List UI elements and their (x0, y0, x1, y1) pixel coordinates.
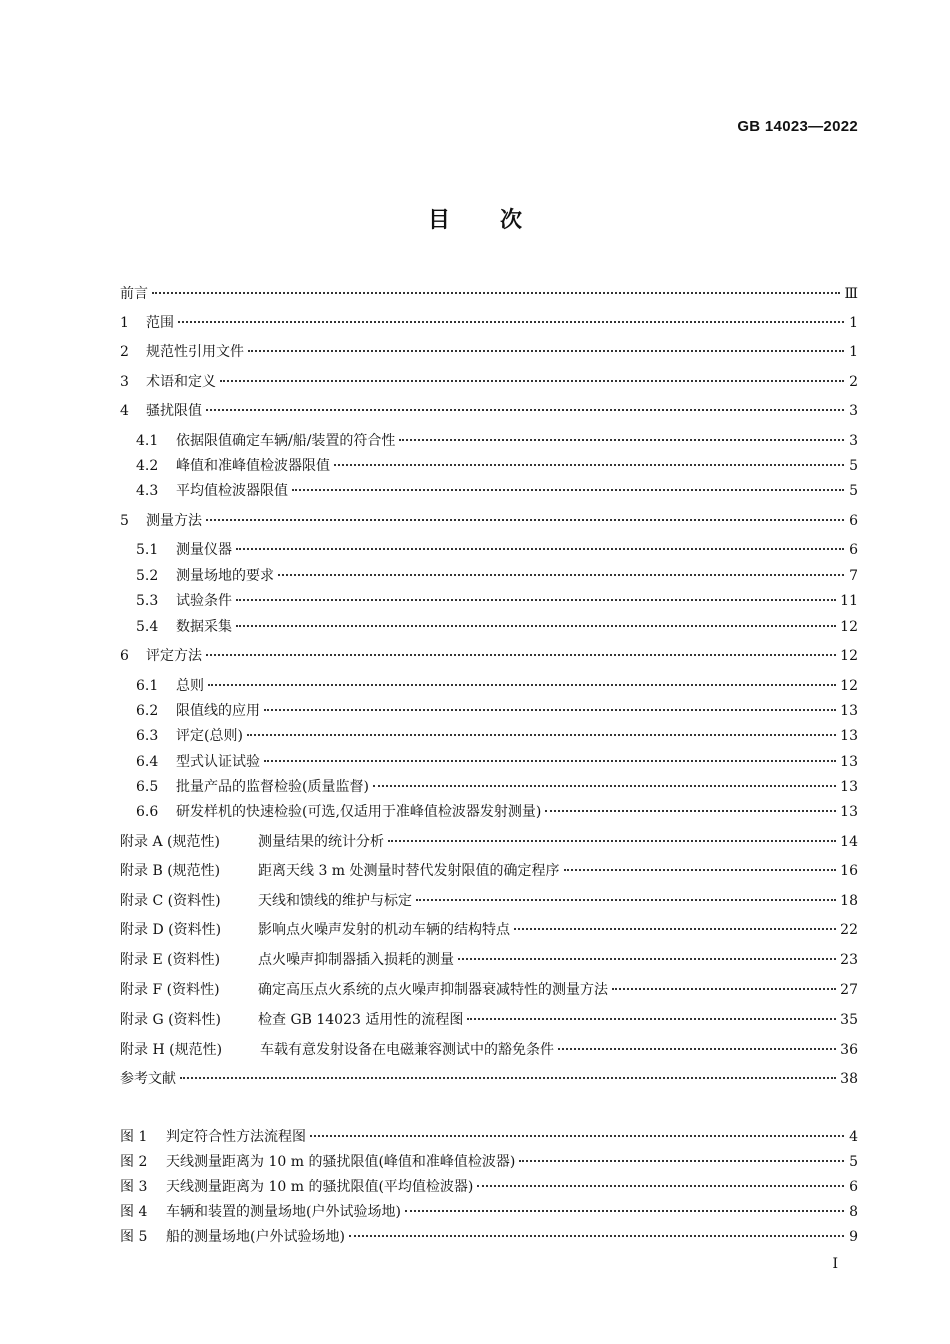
toc-entry-label: 测量结果的统计分析 (258, 834, 384, 850)
toc-subentry[interactable] (136, 727, 858, 745)
toc-appendix-entry[interactable] (120, 892, 858, 910)
toc-entry-page: 2 (849, 374, 858, 390)
toc-entry-page: Ⅲ (844, 286, 858, 302)
toc-entry-page: 5 (849, 483, 858, 499)
toc-subentry[interactable] (136, 457, 858, 475)
toc-entry-number: 5 (120, 513, 129, 529)
toc-entry-number: 4.3 (136, 483, 159, 499)
dot-leader (264, 707, 836, 711)
toc-entry-number: 6.2 (136, 703, 159, 719)
toc-entry-label: 骚扰限值 (146, 403, 202, 419)
toc-entry-number: 6.5 (136, 779, 159, 795)
toc-entry-page: 3 (849, 433, 858, 449)
dot-leader (399, 437, 844, 441)
dot-leader (206, 652, 836, 656)
toc-entry-label: 峰值和准峰值检波器限值 (176, 458, 330, 474)
toc-entry-page: 13 (840, 754, 858, 770)
toc-entry-page: 6 (849, 513, 858, 529)
toc-entry-page: 14 (840, 834, 858, 850)
toc-entry-page: 13 (840, 779, 858, 795)
dot-leader (612, 986, 836, 990)
toc-entry[interactable] (120, 314, 858, 332)
toc-entry-number: 5.2 (136, 568, 159, 584)
toc-entry-page: 1 (849, 344, 858, 360)
toc-subentry[interactable] (136, 677, 858, 695)
toc-subentry[interactable] (136, 432, 858, 450)
toc-figure-entry[interactable] (120, 1128, 858, 1146)
dot-leader (388, 838, 836, 842)
toc-entry-label: 范围 (146, 315, 174, 331)
toc-entry-page: 16 (840, 863, 858, 879)
toc-entry-label: 参考文献 (120, 1071, 176, 1087)
toc-entry-number: 3 (120, 374, 129, 390)
dot-leader (206, 517, 844, 521)
toc-subentry[interactable] (136, 803, 858, 821)
toc-entry-page: 11 (840, 593, 858, 609)
dot-leader (545, 808, 836, 812)
toc-entry-foreword[interactable] (120, 285, 858, 303)
toc-figure-entry[interactable] (120, 1203, 858, 1221)
toc-entry-number: 5.4 (136, 619, 159, 635)
toc-entry-number: 附录 F (资料性) (120, 982, 220, 998)
dot-leader (220, 378, 844, 382)
toc-entry-label: 评定(总则) (176, 728, 243, 744)
toc-entry-label: 术语和定义 (146, 374, 216, 390)
toc-figure-entry[interactable] (120, 1228, 858, 1246)
dot-leader (514, 926, 836, 930)
toc-entry-number: 附录 C (资料性) (120, 893, 221, 909)
toc-entry-number: 6.6 (136, 804, 159, 820)
toc-entry-number: 4 (120, 403, 129, 419)
dot-leader (349, 1233, 844, 1237)
toc-entry-page: 35 (840, 1012, 858, 1028)
toc-subentry[interactable] (136, 618, 858, 636)
dot-leader (206, 407, 844, 411)
toc-subentry[interactable] (136, 567, 858, 585)
toc-entry[interactable] (120, 512, 858, 530)
dot-leader (247, 732, 836, 736)
figure-page: 8 (849, 1204, 858, 1220)
toc-entry-label: 依据限值确定车辆/船/装置的符合性 (176, 433, 396, 449)
dot-leader (264, 758, 836, 762)
dot-leader (310, 1133, 844, 1137)
toc-entry-number: 1 (120, 315, 129, 331)
toc-entry-label: 检查 GB 14023 适用性的流程图 (258, 1012, 464, 1028)
toc-entry-number: 附录 B (规范性) (120, 863, 221, 879)
toc-entry-label: 试验条件 (176, 593, 232, 609)
toc-appendix-entry[interactable] (120, 862, 858, 880)
toc-entry[interactable] (120, 647, 858, 665)
toc-figure-entry[interactable] (120, 1153, 858, 1171)
figure-label: 判定符合性方法流程图 (166, 1129, 306, 1145)
toc-entry-page: 23 (840, 952, 858, 968)
standard-code: GB 14023—2022 (737, 118, 858, 135)
toc-entry-label: 评定方法 (146, 648, 202, 664)
toc-appendix-entry[interactable] (120, 921, 858, 939)
toc-entry-number: 附录 G (资料性) (120, 1012, 222, 1028)
dot-leader (416, 897, 836, 901)
dot-leader (334, 462, 844, 466)
toc-appendix-entry[interactable] (120, 951, 858, 969)
toc-appendix-entry[interactable] (120, 833, 858, 851)
dot-leader (152, 290, 840, 294)
toc-entry-number: 附录 H (规范性) (120, 1042, 223, 1058)
figure-number: 图 3 (120, 1179, 148, 1195)
toc-appendix-entry[interactable] (120, 981, 858, 999)
toc-entry-label: 车载有意发射设备在电磁兼容测试中的豁免条件 (260, 1042, 554, 1058)
toc-entry-page: 6 (849, 542, 858, 558)
toc-entry-label: 测量仪器 (176, 542, 232, 558)
toc-entry-number: 4.1 (136, 433, 159, 449)
dot-leader (278, 572, 844, 576)
figure-label: 船的测量场地(户外试验场地) (166, 1229, 345, 1245)
toc-entry-number: 附录 E (资料性) (120, 952, 221, 968)
toc-entry-label: 总则 (176, 678, 204, 694)
figure-number: 图 2 (120, 1154, 148, 1170)
toc-entry-number: 5.1 (136, 542, 159, 558)
dot-leader (236, 597, 836, 601)
page-title: 目次 (427, 208, 572, 233)
toc-entry-references[interactable] (120, 1070, 858, 1088)
figure-page: 6 (849, 1179, 858, 1195)
toc-entry-label: 测量场地的要求 (176, 568, 274, 584)
toc-entry-page: 13 (840, 703, 858, 719)
toc-subentry[interactable] (136, 592, 858, 610)
toc-entry-number: 6.3 (136, 728, 159, 744)
toc-entry-page: 1 (849, 315, 858, 331)
toc-entry-page: 3 (849, 403, 858, 419)
toc-entry[interactable] (120, 373, 858, 391)
toc-entry-page: 18 (840, 893, 858, 909)
toc-entry-label: 测量方法 (146, 513, 202, 529)
toc-entry-page: 12 (840, 648, 858, 664)
figure-label: 天线测量距离为 10 m 的骚扰限值(峰值和准峰值检波器) (166, 1154, 516, 1170)
toc-entry-number: 附录 D (资料性) (120, 922, 222, 938)
toc-subentry[interactable] (136, 702, 858, 720)
toc-entry-label: 平均值检波器限值 (176, 483, 288, 499)
toc-entry-label: 点火噪声抑制器插入损耗的测量 (258, 952, 454, 968)
toc-entry-label: 数据采集 (176, 619, 232, 635)
figure-label: 天线测量距离为 10 m 的骚扰限值(平均值检波器) (166, 1179, 474, 1195)
dot-leader (236, 546, 844, 550)
toc-entry-page: 36 (840, 1042, 858, 1058)
toc-subentry[interactable] (136, 541, 858, 559)
toc-entry-number: 附录 A (规范性) (120, 834, 220, 850)
toc-entry-page: 38 (840, 1071, 858, 1087)
toc-entry-page: 22 (840, 922, 858, 938)
dot-leader (519, 1158, 844, 1162)
dot-leader (458, 956, 836, 960)
dot-leader (558, 1046, 836, 1050)
dot-leader (405, 1208, 844, 1212)
toc-entry-page: 13 (840, 728, 858, 744)
page-number: I (832, 1256, 838, 1272)
toc-entry-label: 批量产品的监督检验(质量监督) (176, 779, 369, 795)
toc-entry-label: 限值线的应用 (176, 703, 260, 719)
toc-entry-number: 4.2 (136, 458, 159, 474)
toc-entry-label: 前言 (120, 286, 148, 302)
dot-leader (477, 1183, 844, 1187)
toc-entry-page: 7 (849, 568, 858, 584)
figure-label: 车辆和装置的测量场地(户外试验场地) (166, 1204, 401, 1220)
toc-entry-number: 6.4 (136, 754, 159, 770)
dot-leader (373, 783, 836, 787)
toc-entry-number: 2 (120, 344, 129, 360)
figure-number: 图 4 (120, 1204, 148, 1220)
dot-leader (292, 487, 844, 491)
toc-entry-label: 影响点火噪声发射的机动车辆的结构特点 (258, 922, 510, 938)
toc-entry-label: 确定高压点火系统的点火噪声抑制器衰减特性的测量方法 (258, 982, 608, 998)
figure-number: 图 5 (120, 1229, 148, 1245)
toc-entry-label: 距离天线 3 m 处测量时替代发射限值的确定程序 (258, 863, 560, 879)
dot-leader (467, 1016, 836, 1020)
toc-appendix-entry[interactable] (120, 1011, 858, 1029)
toc-entry-page: 12 (840, 619, 858, 635)
toc-subentry[interactable] (136, 778, 858, 796)
toc-entry[interactable] (120, 343, 858, 361)
toc-entry-label: 型式认证试验 (176, 754, 260, 770)
toc-entry-page: 27 (840, 982, 858, 998)
toc-entry-page: 12 (840, 678, 858, 694)
toc-entry-number: 6.1 (136, 678, 159, 694)
figure-page: 9 (849, 1229, 858, 1245)
toc-entry-label: 天线和馈线的维护与标定 (258, 893, 412, 909)
dot-leader (564, 867, 837, 871)
toc-entry-page: 13 (840, 804, 858, 820)
toc-entry-label: 规范性引用文件 (146, 344, 244, 360)
toc-entry-page: 5 (849, 458, 858, 474)
toc-entry-number: 5.3 (136, 593, 159, 609)
dot-leader (208, 682, 836, 686)
figure-number: 图 1 (120, 1129, 148, 1145)
dot-leader (178, 319, 844, 323)
figure-page: 5 (849, 1154, 858, 1170)
toc-entry[interactable] (120, 402, 858, 420)
dot-leader (180, 1075, 836, 1079)
dot-leader (248, 348, 844, 352)
toc-subentry[interactable] (136, 482, 858, 500)
figure-page: 4 (849, 1129, 858, 1145)
toc-subentry[interactable] (136, 753, 858, 771)
toc-entry-label: 研发样机的快速检验(可选,仅适用于准峰值检波器发射测量) (176, 804, 542, 820)
toc-appendix-entry[interactable] (120, 1041, 858, 1059)
toc-figure-entry[interactable] (120, 1178, 858, 1196)
toc-entry-number: 6 (120, 648, 129, 664)
dot-leader (236, 623, 836, 627)
